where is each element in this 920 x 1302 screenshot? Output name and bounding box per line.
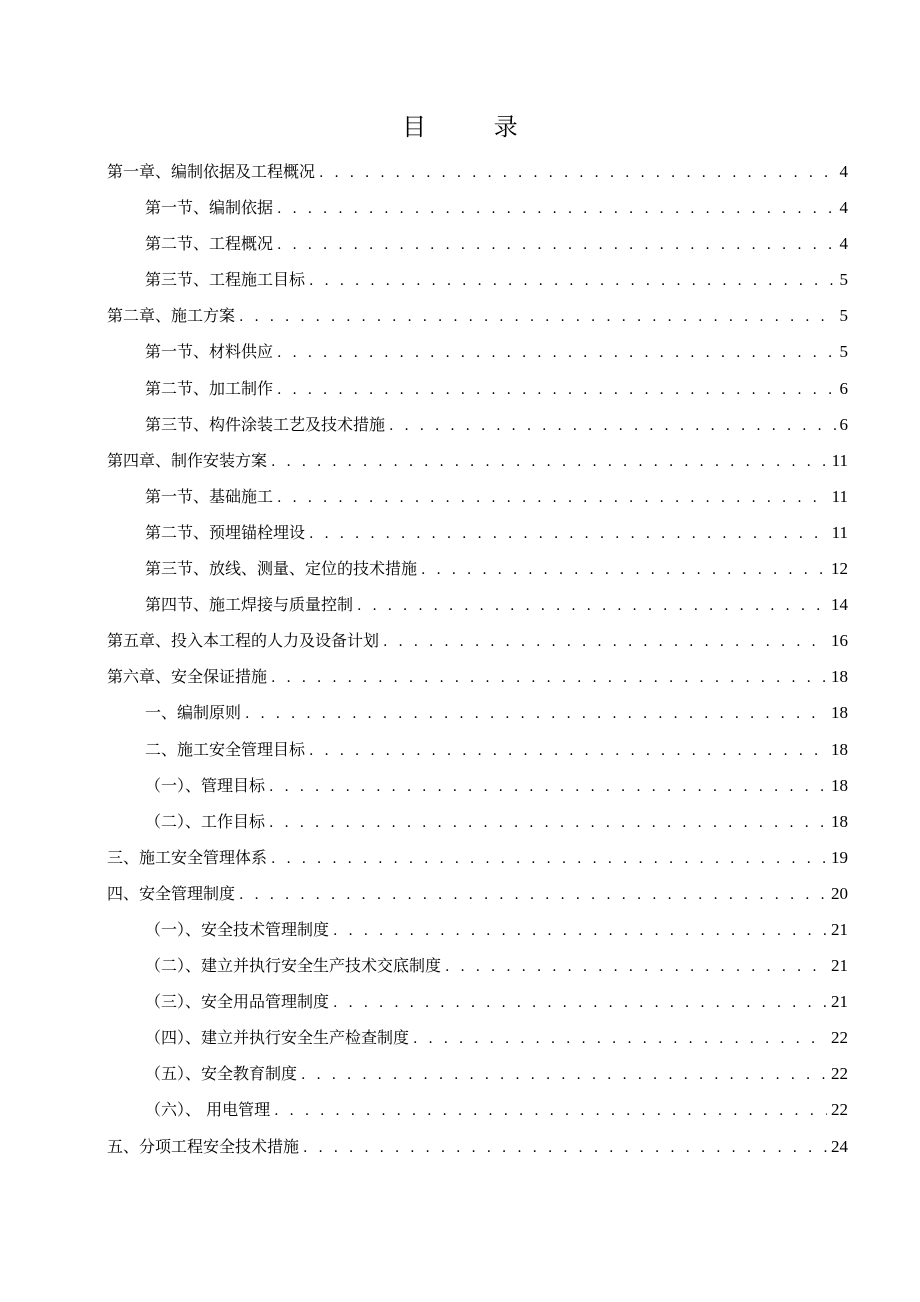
- toc-entry-label: （四）、建立并执行安全生产检查制度: [145, 1028, 410, 1048]
- toc-dot-leader: [389, 408, 835, 444]
- toc-entry-page: 18: [831, 703, 848, 723]
- toc-dot-leader: [239, 299, 835, 335]
- toc-entry[interactable]: [107, 226, 848, 262]
- toc-entry[interactable]: [107, 912, 848, 948]
- toc-list: [107, 154, 848, 1165]
- toc-entry-page: 5: [839, 306, 848, 326]
- toc-entry-page: 6: [839, 378, 848, 398]
- toc-entry[interactable]: [107, 298, 848, 334]
- toc-entry-page: 21: [831, 919, 848, 939]
- toc-dot-leader: [309, 263, 835, 299]
- toc-dot-leader: [277, 227, 835, 263]
- toc-entry-page: 18: [831, 775, 848, 795]
- toc-dot-leader: [271, 444, 828, 480]
- toc-entry-page: 22: [831, 1064, 848, 1084]
- toc-entry-page: 11: [831, 522, 848, 542]
- toc-entry-label: （二）、工作目标: [145, 811, 266, 831]
- toc-entry[interactable]: [107, 1056, 848, 1092]
- toc-entry-label: 第一章、编制依据及工程概况: [107, 162, 316, 181]
- toc-entry-page: 19: [831, 847, 848, 867]
- toc-entry[interactable]: [107, 732, 848, 768]
- toc-dot-leader: [239, 877, 827, 913]
- toc-entry-page: 14: [831, 595, 848, 615]
- toc-entry[interactable]: [107, 804, 848, 840]
- toc-entry-page: 5: [839, 342, 848, 362]
- toc-dot-leader: [357, 588, 827, 624]
- toc-entry-label: 四、安全管理制度: [107, 883, 236, 903]
- toc-entry-label: 第三节、工程施工目标: [145, 270, 306, 290]
- toc-entry-label: 第五章、投入本工程的人力及设备计划: [107, 631, 380, 651]
- toc-entry-label: 第二章、施工方案: [107, 306, 236, 326]
- toc-entry[interactable]: [107, 371, 848, 407]
- toc-entry-page: 4: [839, 198, 848, 218]
- toc-entry-page: 4: [839, 234, 848, 254]
- toc-dot-leader: [269, 805, 827, 841]
- toc-title: 目 录: [402, 113, 548, 141]
- toc-entry[interactable]: [107, 154, 848, 190]
- toc-entry[interactable]: [107, 659, 848, 695]
- toc-entry[interactable]: [107, 443, 848, 479]
- toc-entry-page: 12: [831, 559, 848, 579]
- toc-dot-leader: [271, 660, 827, 696]
- toc-entry[interactable]: [107, 407, 848, 443]
- toc-entry[interactable]: [107, 190, 848, 226]
- toc-entry[interactable]: [107, 262, 848, 298]
- toc-dot-leader: [303, 1130, 827, 1166]
- toc-entry[interactable]: [107, 623, 848, 659]
- toc-entry-label: 第二节、加工制作: [145, 378, 274, 398]
- toc-entry-page: 22: [831, 1028, 848, 1048]
- toc-entry-label: 第四章、制作安装方案: [107, 450, 268, 470]
- toc-dot-leader: [277, 191, 835, 227]
- toc-entry-label: 二、施工安全管理目标: [145, 739, 306, 759]
- toc-entry-label: （一）、安全技术管理制度: [145, 919, 330, 939]
- toc-entry[interactable]: [107, 1129, 848, 1165]
- toc-entry-label: 第一节、材料供应: [145, 342, 274, 362]
- toc-entry-label: 第三节、放线、测量、定位的技术措施: [145, 559, 418, 579]
- toc-entry-page: 20: [831, 883, 848, 903]
- toc-dot-leader: [301, 1057, 827, 1093]
- toc-entry[interactable]: [107, 948, 848, 984]
- toc-dot-leader: [277, 335, 835, 371]
- toc-entry-page: 16: [831, 631, 848, 651]
- toc-entry-label: 第一节、基础施工: [145, 486, 274, 506]
- toc-entry-page: 5: [839, 270, 848, 290]
- toc-entry-page: 4: [839, 162, 848, 181]
- toc-dot-leader: [445, 949, 827, 985]
- toc-dot-leader: [245, 696, 827, 732]
- toc-entry-label: （三）、安全用品管理制度: [145, 992, 330, 1012]
- toc-entry[interactable]: [107, 515, 848, 551]
- toc-dot-leader: [309, 516, 828, 552]
- toc-dot-leader: [333, 913, 827, 949]
- toc-dot-leader: [383, 624, 827, 660]
- toc-dot-leader: [413, 1021, 827, 1057]
- toc-dot-leader: [271, 841, 827, 877]
- toc-entry-label: 一、编制原则: [145, 703, 242, 723]
- toc-entry-label: 第四节、施工焊接与质量控制: [145, 595, 354, 615]
- toc-entry-label: 第二节、工程概况: [145, 234, 274, 254]
- toc-entry[interactable]: [107, 876, 848, 912]
- toc-entry-page: 24: [831, 1136, 848, 1156]
- toc-entry-page: 11: [831, 486, 848, 506]
- toc-entry-label: （二）、建立并执行安全生产技术交底制度: [145, 956, 442, 976]
- toc-entry-page: 18: [831, 811, 848, 831]
- toc-dot-leader: [333, 985, 827, 1021]
- toc-entry[interactable]: [107, 1092, 848, 1128]
- toc-entry[interactable]: [107, 334, 848, 370]
- toc-dot-leader: [269, 769, 827, 805]
- toc-entry-page: 21: [831, 992, 848, 1012]
- toc-entry-label: 第二节、预埋锚栓埋设: [145, 522, 306, 542]
- toc-entry[interactable]: [107, 551, 848, 587]
- toc-entry-label: 三、施工安全管理体系: [107, 847, 268, 867]
- toc-entry-label: （一）、管理目标: [145, 775, 266, 795]
- toc-entry[interactable]: [107, 768, 848, 804]
- toc-entry[interactable]: [107, 587, 848, 623]
- toc-entry-page: 22: [831, 1100, 848, 1120]
- toc-entry-label: （五）、安全教育制度: [145, 1064, 298, 1084]
- toc-entry-page: 11: [831, 450, 848, 470]
- toc-dot-leader: [421, 552, 827, 588]
- toc-dot-leader: [319, 155, 835, 191]
- toc-entry[interactable]: [107, 840, 848, 876]
- toc-dot-leader: [309, 733, 827, 769]
- toc-entry-page: 18: [831, 667, 848, 687]
- toc-entry[interactable]: [107, 695, 848, 731]
- toc-entry-label: （六）、 用电管理: [145, 1100, 271, 1120]
- toc-dot-leader: [277, 372, 835, 408]
- toc-dot-leader: [277, 480, 828, 516]
- toc-entry-label: 五、分项工程安全技术措施: [107, 1136, 300, 1156]
- toc-entry-label: 第一节、编制依据: [145, 198, 274, 218]
- toc-entry-page: 21: [831, 956, 848, 976]
- toc-entry-page: 6: [839, 414, 848, 434]
- toc-entry[interactable]: [107, 1020, 848, 1056]
- toc-dot-leader: [274, 1093, 827, 1129]
- toc-entry[interactable]: [107, 479, 848, 515]
- toc-entry-label: 第三节、构件涂装工艺及技术措施: [145, 414, 386, 434]
- toc-entry[interactable]: [107, 984, 848, 1020]
- toc-entry-label: 第六章、安全保证措施: [107, 667, 268, 687]
- toc-entry-page: 18: [831, 739, 848, 759]
